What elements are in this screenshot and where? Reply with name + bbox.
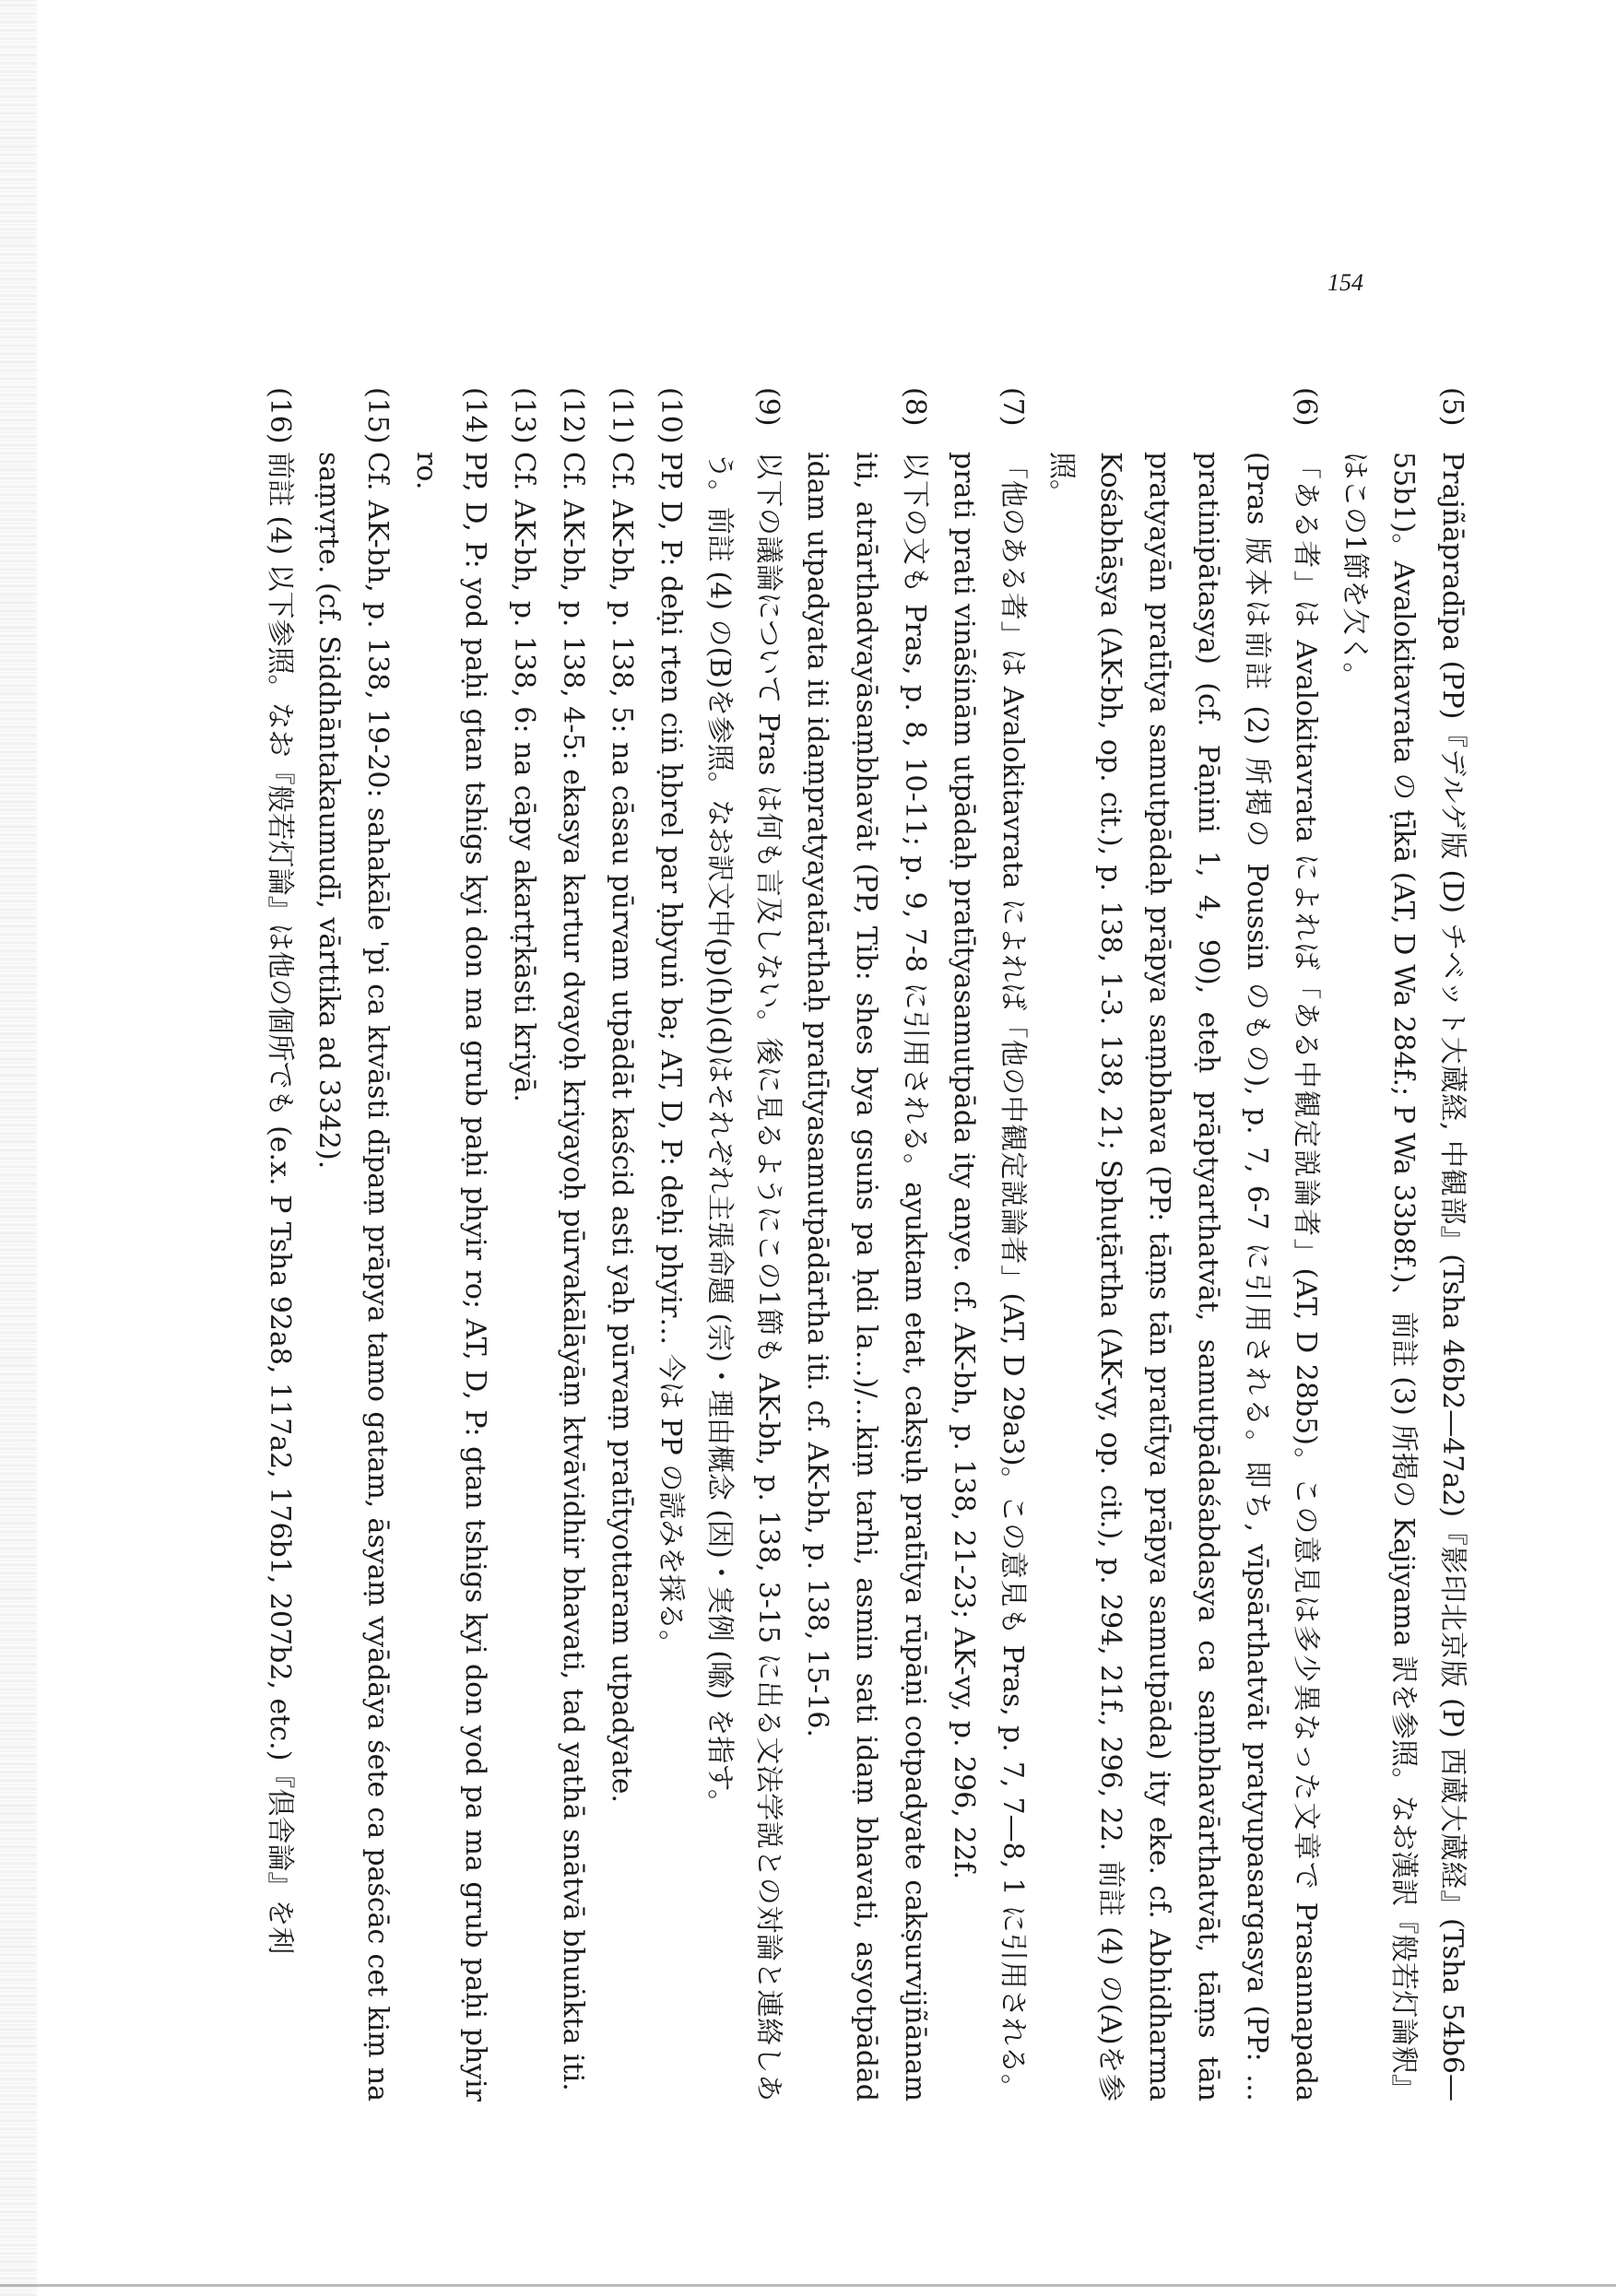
- note-text: PP, D, P: yod paḥi gtan tshigs kyi don ma grub paḥi phyir ro; AT, D, P: gtan tshigs kyi don yod pa ma grub paḥi phyir ro.: [410, 452, 491, 2102]
- note-number: (9): [752, 387, 784, 427]
- note-text: Prajñāpradīpa (PP)『デルゲ版 (D) チベット大蔵経, 中観部』(Tsha 46b2—47a2)『影印北京版 (P) 西蔵大蔵経』(Tsha 54b6—55b1)。Avalokitavrata の ṭīkā (AT, D Wa 284f.; P Wa 33b8f.)、前註 (3) 所掲の Kajiyama 訳を参照。なお漢訳『般若灯論釈』はこの1節を欠く。: [1339, 452, 1469, 2102]
- note-number: (15): [361, 387, 394, 444]
- note-text: Cf. AK-bh, p. 138, 4-5: ekasya kartur dvayoḥ kriyayoḥ pūrvakālāyāṃ ktvāvidhir bhavati, tad yathā snātvā bhuṅkta iti.: [557, 452, 589, 2091]
- note-text: 「ある者」は Avalokitavrata によれば「ある中観定説論者」(AT, D 28b5)。この意見は多少異なった文章で Prasannapada (Pras 版本は前註 (2) 所掲の Poussin のもの), p. 7, 6-7 に引用される。即ち, vīpsārthatvāt pratyupasargasya (PP: …pratinipātasya) (cf. Pāṇini 1, 4, 90), eteḥ prāptyarthatvāt, samutpādaśabdasya ca saṃbhavārthatvāt, tāṃs tān pratyayān pratītya samutpādaḥ prāpya saṃbhava (PP: tāṃs tān pratītya prāpya samutpāda) ity eke. cf. Abhidharma Kośabhāṣya (AK-bh, op. cit.), p. 138, 1-3. 138, 21; Sphuṭārtha (AK-vy, op. cit.), p. 294, 21f., 296, 22. 前註 (4) の(A)を参照。: [1045, 452, 1322, 2102]
- page-number: 154: [1327, 269, 1363, 296]
- note-text: Cf. AK-bh, p. 138, 6: na cāpy akartṛkāsti kriyā.: [508, 452, 540, 1102]
- note-number: (10): [655, 387, 687, 444]
- note-9: [695, 387, 793, 2102]
- note-13: [500, 387, 548, 2102]
- note-text: 「他のある者」は Avalokitavrata によれば「他の中観定説論者」(AT, D 29a3)。この意見も Pras, p. 7, 7—8, 1 に引用される。prati prati vināśinām utpādaḥ pratītyasamutpāda ity anye. cf. AK-bh, p. 138, 21-23; AK-vy, p. 296, 22f.: [948, 452, 1029, 2102]
- scan-edge-artifact: [0, 0, 37, 2296]
- notes-list: [255, 387, 1477, 2102]
- note-number: (12): [557, 387, 589, 444]
- notes-block: [168, 387, 1477, 2102]
- note-number: (14): [459, 387, 491, 444]
- note-8: [793, 387, 939, 2102]
- note-11: [597, 387, 646, 2102]
- note-text: 前註 (4) 以下参照。なお『般若灯論』は他の個所でも (e.x. P Tsha 92a8, 117a2, 176b1, 207b2, etc.)『倶舎論』を利: [264, 452, 296, 1955]
- note-number: (16): [264, 387, 296, 444]
- note-number: (7): [997, 387, 1029, 427]
- note-text: Cf. AK-bh, p. 138, 5: na cāsau pūrvam utpādāt kaścid asti yaḥ pūrvaṃ pratītyottaram utpadyate.: [606, 452, 638, 1804]
- note-16: [255, 387, 304, 2102]
- note-number: (6): [1290, 387, 1322, 427]
- note-12: [548, 387, 597, 2102]
- note-number: (5): [1436, 387, 1469, 427]
- note-number: (11): [606, 387, 638, 444]
- note-number: (13): [508, 387, 540, 444]
- note-7: [939, 387, 1037, 2102]
- note-number: (8): [899, 387, 931, 427]
- note-14: [402, 387, 500, 2102]
- note-text: 以下の文も Pras, p. 8, 10-11; p. 9, 7-8 に引用される。ayuktam etat, cakṣuḥ pratītya rūpāṇi cotpadyate cakṣurvijñānam iti, atrārthadvayāsaṃbhavāt (PP, Tib: shes bya gsuṅs pa ḥdi la…)/…kiṃ tarhi, asmin sati idaṃ bhavati, asyotpādād idam utpadyata iti idaṃpratyayatārthaḥ pratītyasamutpādārtha iti. cf. AK-bh, p. 138, 15-16.: [801, 452, 931, 2102]
- note-text: 以下の議論について Pras は何も言及しない。後に見るようにこの1節も AK-bh, p. 138, 3-15 に出る文法学説との対論と連絡しあう。前註 (4) の(B)を参照。なお訳文中(p)(h)(d)はそれぞれ主張命題 (宗)・理由概念 (因)・実例 (喩) を指す。: [703, 452, 784, 2102]
- note-6: [1037, 387, 1330, 2102]
- note-text: PP, D, P: deḥi rten ciṅ ḥbrel par ḥbyuṅ ba; AT, D, P: deḥi phyir… 今は PP の読みを採る。: [655, 452, 687, 1658]
- page-bottom-edge: [0, 2284, 1616, 2287]
- note-5: [1330, 387, 1477, 2102]
- note-10: [646, 387, 695, 2102]
- note-15: [304, 387, 402, 2102]
- note-text: Cf. AK-bh, p. 138, 19-20: sahakāle 'pi ca ktvāsti dīpaṃ prāpya tamo gatam, āsyaṃ vyādāya śete ca paścāc cet kiṃ na saṃvṛte. (cf. Siddhāntakaumudī, vārttika ad 3342).: [313, 452, 394, 2102]
